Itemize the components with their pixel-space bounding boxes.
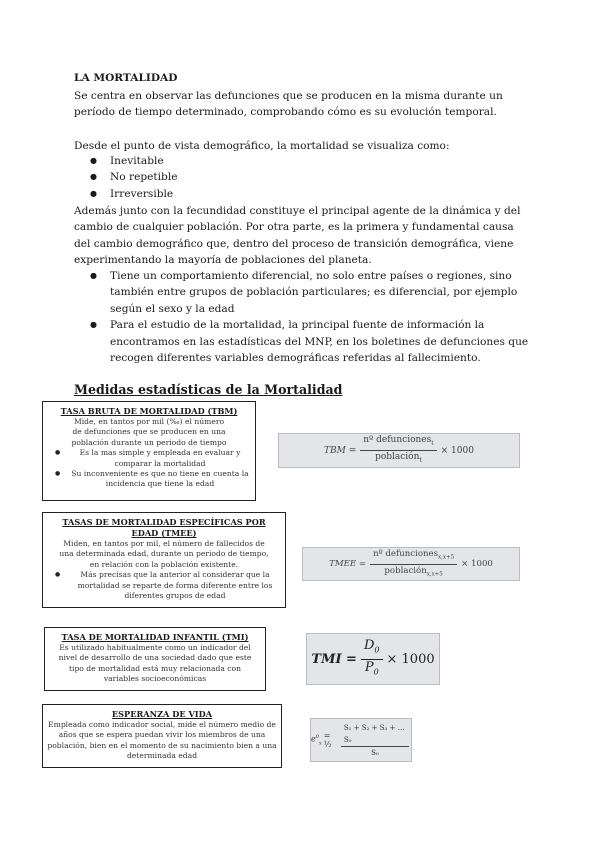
tbm-description: Mide, en tantos por mil (‰) el número de defunciones que se producen en una población durante un periodo de tiempo	[71, 417, 227, 447]
tmi-description: Es utilizado habitualmente como un indicador del nivel de desarrollo de una sociedad dado que este tipo de mortalidad está muy relacionada con variables socioeconómicas	[58, 643, 252, 684]
tmee-box	[42, 512, 286, 608]
formula-rhs: × 1000	[386, 651, 435, 667]
list-item: ● Para el estudio de la mortalidad, la principal fuente de información la encontramos en las estadísticas del MNP, en los boletines de defunciones que recogen diferentes variables demográficas referidas al fallecimiento.	[84, 317, 530, 366]
formula-denominator: población	[375, 452, 420, 462]
ev-description: Empleada como indicador social, mide el número medio de años que se espera puedan vivir los miembros de una población, bien en el momento de su nacimiento bien a una determinada edad	[47, 720, 277, 761]
details-list	[84, 268, 530, 366]
formula-subscript: 0	[373, 667, 379, 677]
tmi-title: TASA DE MORTALIDAD INFANTIL (TMI)	[61, 632, 249, 642]
list-item: ● Tiene un comportamiento diferencial, no solo entre países o regiones, sino también entre grupos de población particulares; es diferencial, por ejemplo según el sexo y la edad	[84, 268, 530, 317]
formula-numerator: S₁ + S₂ + S₃ + … S₀	[341, 722, 409, 747]
formula-fraction	[341, 722, 409, 759]
tmee-formula	[302, 547, 520, 581]
formula-rhs: × 1000	[461, 559, 493, 569]
formula-lhs: TMI =	[311, 651, 357, 667]
formula-lhs-symbol: e	[311, 734, 316, 744]
formula-numerator: D	[363, 637, 375, 653]
list-item: ● Inevitable	[84, 153, 177, 169]
characteristics-list	[84, 153, 177, 202]
ev-box	[42, 704, 282, 768]
tmee-bullet: ● Más precisas que la anterior al considerar que la mortalidad se reparte de forma diferente entre los diferentes grupos de edad	[43, 570, 285, 601]
page-title: LA MORTALIDAD	[74, 72, 178, 84]
tmi-box	[44, 627, 266, 691]
tbm-bullet: ● Su inconveniente es que no tiene en cuenta la incidencia que tiene la edad	[43, 469, 255, 490]
formula-numerator: nº defunciones	[363, 435, 432, 446]
list-item: ● No repetible	[84, 169, 177, 185]
tbm-title: TASA BRUTA DE MORTALIDAD (TBM)	[60, 406, 238, 416]
tmee-title: TASAS DE MORTALIDAD ESPECÍFICAS POR EDAD (TMEE)	[62, 517, 266, 538]
dynamics-paragraph: Además junto con la fecundidad constituye el principal agente de la dinámica y del cambio de cualquier población. Por otra parte, es la primera y fundamental causa del cambio demográfico que, dentro del proceso de transición demográfica, viene experimentando la mayoría de poblaciones del planeta.	[74, 205, 521, 267]
tmee-description: Miden, en tantos por mil, el número de fallecidos de una determinada edad, durante un periodo de tiempo, en relación con la población existente.	[59, 539, 269, 569]
formula-rhs: × 1000	[440, 445, 474, 456]
formula-lhs: TBM =	[324, 445, 357, 456]
list-item: ● Irreversible	[84, 186, 177, 202]
tbm-bullet: ● Es la mas simple y empleada en evaluar y comparar la mortalidad	[43, 448, 255, 469]
ev-formula	[310, 718, 412, 762]
formula-subscript: x,x+5	[426, 571, 443, 578]
formula-subscript: t	[419, 456, 422, 464]
formula-fraction	[360, 434, 436, 467]
formula-subscript: t	[431, 440, 434, 447]
formula-lhs	[311, 734, 322, 746]
formula-fraction	[361, 638, 383, 680]
formula-denominator: P	[364, 659, 374, 675]
formula-numerator: nº defunciones	[373, 548, 439, 559]
section-title: Medidas estadísticas de la Mortalidad	[74, 382, 343, 397]
tbm-box	[42, 401, 256, 501]
formula-denominator: S₀	[371, 748, 379, 757]
formula-superscript: 0	[315, 733, 319, 740]
formula-lhs: TMEE =	[329, 559, 367, 569]
intro-paragraph: Se centra en observar las defunciones que se producen en la misma durante un período de tiempo determinado, comprobando cómo es su evolución temporal.	[74, 90, 503, 119]
formula-denominator: población	[384, 565, 427, 576]
formula-mid: = ½	[323, 731, 332, 749]
formula-subscript: x	[318, 740, 322, 747]
tmi-formula	[306, 633, 440, 685]
demographic-lead: Desde el punto de vista demográfico, la mortalidad se visualiza como:	[74, 140, 450, 152]
tbm-formula	[278, 433, 520, 468]
ev-title: ESPERANZA DE VIDA	[111, 709, 213, 719]
formula-fraction	[370, 548, 457, 580]
formula-subscript: 0	[374, 645, 380, 655]
formula-subscript: x,x+5	[438, 554, 455, 561]
